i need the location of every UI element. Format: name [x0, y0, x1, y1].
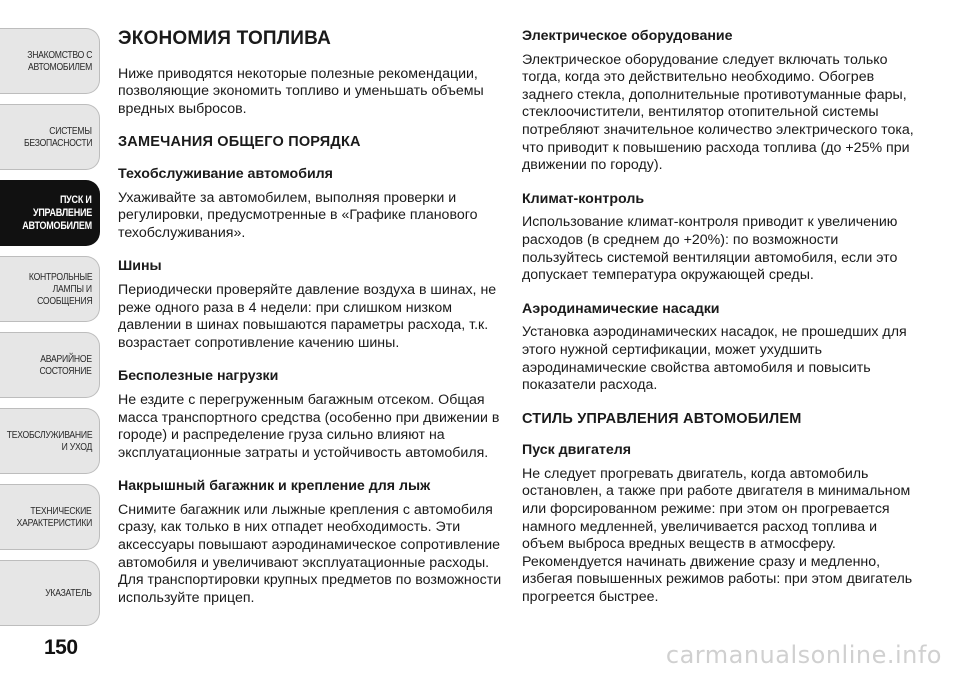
subheading-engine-start: Пуск двигателя	[522, 442, 632, 459]
page-number: 150	[44, 636, 78, 659]
paragraph-electrical: Электрическое оборудование следует включать только тогда, когда это действительно необходимо. Обогрев заднего стекла, дополнительные противотуманные фары, стеклоочистители, вентилятор отопительной системы потребляют значительное количество электрического тока, что приводит к повышению расхода топлива (до +25% при движении по городу).	[522, 51, 914, 174]
tab-technical-specs[interactable]	[0, 484, 100, 550]
tab-warning-lights[interactable]	[0, 256, 100, 322]
subheading-loads: Бесполезные нагрузки	[118, 368, 279, 385]
tab-starting-driving[interactable]	[0, 180, 100, 246]
subheading-roof-rack: Накрышный багажник и крепление для лыж	[118, 478, 431, 495]
paragraph-tyres: Периодически проверяйте давление воздуха в шинах, не реже одного раза в 4 недели: при слишком низком давлении в шинах повышаются параметры расхода, т.к. возрастает сопротивление качению шины.	[118, 281, 497, 351]
watermark: carmanualsonline.info	[665, 641, 942, 669]
section-heading-driving-style: СТИЛЬ УПРАВЛЕНИЯ АВТОМОБИЛЕМ	[522, 410, 802, 427]
left-column	[118, 28, 503, 623]
subheading-aero: Аэродинамические насадки	[522, 300, 720, 317]
tab-label-line: ЛАМПЫ И	[52, 283, 92, 295]
tab-label-line: ТЕХОБСЛУЖИВАНИЕ	[6, 429, 92, 441]
paragraph-climate: Использование климат-контроля приводит к увеличению расходов (в среднем до +20%): по возможности пользуйтесь системой вентиляции автомобиля, если это допускает температура окружающей среды.	[522, 214, 898, 284]
subheading-electrical: Электрическое оборудование	[522, 28, 733, 44]
chapter-sidebar	[0, 0, 102, 677]
tab-label-line: АВТОМОБИЛЕМ	[27, 61, 92, 73]
paragraph-aero: Установка аэродинамических насадок, не прошедших для этого нужной сертификации, может ухудшить аэродинамические свойства автомобиля и повысить показатели расхода.	[522, 324, 907, 394]
tab-index[interactable]	[0, 560, 100, 626]
page-title: ЭКОНОМИЯ ТОПЛИВА	[118, 28, 332, 49]
paragraph-maintenance: Ухаживайте за автомобилем, выполняя проверки и регулировки, предусмотренные в «Графике планового техобслуживания».	[118, 189, 478, 241]
right-column	[522, 28, 917, 623]
tab-label-line: УПРАВЛЕНИЕ	[32, 206, 92, 219]
paragraph-roof-rack: Снимите багажник или лыжные крепления с автомобиля сразу, как только в них отпадет необходимость. Эти аксессуары повышают аэродинамическое сопротивление автомобиля и увеличивают эксплуатационные расходы. Для транспортировки крупных предметов по возможности используйте прицеп.	[118, 501, 502, 606]
intro-paragraph: Ниже приводятся некоторые полезные рекомендации, позволяющие экономить топливо и уменьшать объемы вредных выбросов.	[118, 65, 484, 117]
tab-label-line: АВАРИЙНОЕ	[40, 353, 92, 365]
tab-emergency[interactable]	[0, 332, 100, 398]
tab-maintenance[interactable]	[0, 408, 100, 474]
paragraph-loads: Не ездите с перегруженным багажным отсеком. Общая масса транспортного средства (особенно при движении в городе) и распределение груза сильно влияют на эксплуатационные затраты и устойчивость автомобиля.	[118, 391, 500, 461]
tab-label-line: ХАРАКТЕРИСТИКИ	[16, 517, 92, 529]
paragraph-engine-start: Не следует прогревать двигатель, когда автомобиль остановлен, а также при работе двигателя в минимальном или форсированном режиме: при этом он прогревается намного медленней, увеличивается расход топлива и объем выброса вредных веществ в атмосферу. Рекомендуется начинать движение сразу и медленно, избегая повышенных режимов работы: при этом двигатель прогреется быстрее.	[522, 465, 913, 606]
tab-label-line: СОСТОЯНИЕ	[39, 365, 92, 377]
tab-label-line: ЗНАКОМСТВО С	[27, 49, 92, 61]
tab-label-line: ПУСК И	[60, 193, 92, 206]
subheading-tyres: Шины	[118, 258, 162, 275]
tab-label-line: СООБЩЕНИЯ	[36, 295, 92, 307]
subheading-maintenance: Техобслуживание автомобиля	[118, 165, 333, 182]
tab-label-line: СИСТЕМЫ	[49, 125, 92, 137]
tab-label-line: ТЕХНИЧЕСКИЕ	[30, 505, 92, 517]
tab-safety-systems[interactable]	[0, 104, 100, 170]
tab-vehicle-overview[interactable]	[0, 28, 100, 94]
subheading-climate: Климат-контроль	[522, 190, 645, 207]
tab-label-line: И УХОД	[61, 441, 92, 453]
tab-label-line: АВТОМОБИЛЕМ	[22, 219, 92, 232]
tab-label-line: БЕЗОПАСНОСТИ	[23, 137, 92, 149]
tab-label-line: УКАЗАТЕЛЬ	[45, 587, 92, 599]
tab-label-line: КОНТРОЛЬНЫЕ	[28, 271, 92, 283]
section-heading-general: ЗАМЕЧАНИЯ ОБЩЕГО ПОРЯДКА	[118, 134, 361, 151]
